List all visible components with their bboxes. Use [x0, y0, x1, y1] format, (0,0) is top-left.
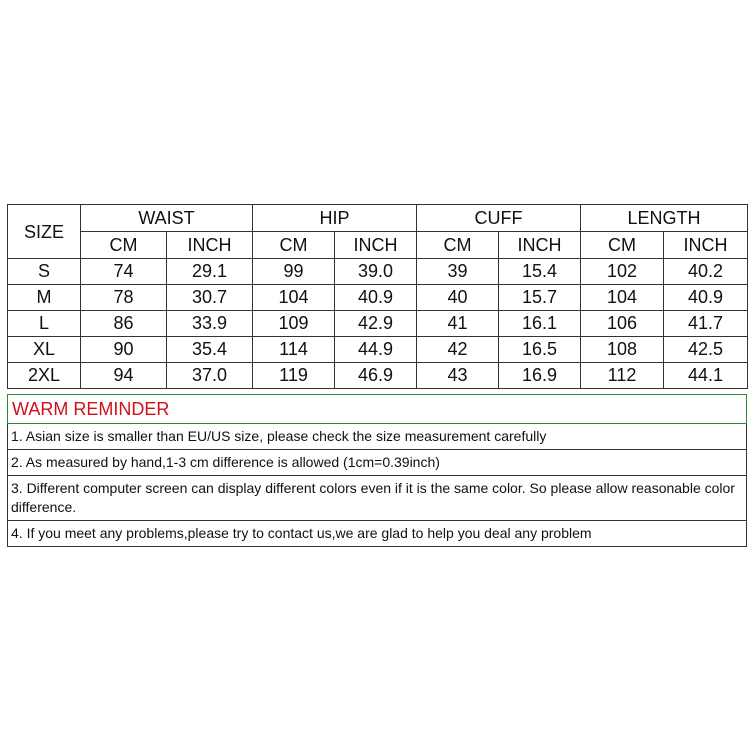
- table-cell: 40.9: [664, 285, 748, 311]
- table-cell: 35.4: [167, 337, 253, 363]
- table-cell: 16.1: [499, 311, 581, 337]
- table-cell: 104: [581, 285, 664, 311]
- table-cell: 15.7: [499, 285, 581, 311]
- size-cell: L: [8, 311, 81, 337]
- table-cell: 109: [253, 311, 335, 337]
- table-cell: 74: [81, 259, 167, 285]
- table-cell: 114: [253, 337, 335, 363]
- table-cell: 90: [81, 337, 167, 363]
- reminder-note: 3. Different computer screen can display different colors even if it is the same color. So please allow reasonable color difference.: [8, 476, 747, 521]
- table-cell: 119: [253, 363, 335, 389]
- unit-header: INCH: [499, 232, 581, 259]
- table-cell: 29.1: [167, 259, 253, 285]
- unit-header: CM: [81, 232, 167, 259]
- table-cell: 30.7: [167, 285, 253, 311]
- table-row: [8, 363, 748, 389]
- table-cell: 40.2: [664, 259, 748, 285]
- unit-header: INCH: [664, 232, 748, 259]
- reminder-note: 4. If you meet any problems,please try to contact us,we are glad to help you deal any problem: [8, 521, 747, 547]
- unit-header: CM: [581, 232, 664, 259]
- table-row: [8, 259, 748, 285]
- group-header-cuff: CUFF: [417, 205, 581, 232]
- reminder-box: [7, 394, 747, 547]
- table-cell: 39: [417, 259, 499, 285]
- table-row: [8, 311, 748, 337]
- group-header-length: LENGTH: [581, 205, 748, 232]
- table-cell: 41: [417, 311, 499, 337]
- table-cell: 104: [253, 285, 335, 311]
- table-cell: 112: [581, 363, 664, 389]
- table-cell: 46.9: [335, 363, 417, 389]
- size-cell: M: [8, 285, 81, 311]
- size-cell: S: [8, 259, 81, 285]
- table-cell: 94: [81, 363, 167, 389]
- unit-header: INCH: [335, 232, 417, 259]
- table-cell: 99: [253, 259, 335, 285]
- table-cell: 42: [417, 337, 499, 363]
- table-cell: 42.5: [664, 337, 748, 363]
- table-cell: 16.9: [499, 363, 581, 389]
- table-cell: 15.4: [499, 259, 581, 285]
- group-header-hip: HIP: [253, 205, 417, 232]
- size-cell: 2XL: [8, 363, 81, 389]
- unit-header-row: [8, 232, 748, 259]
- table-cell: 33.9: [167, 311, 253, 337]
- table-cell: 16.5: [499, 337, 581, 363]
- reminder-note: 2. As measured by hand,1-3 cm difference is allowed (1cm=0.39inch): [8, 450, 747, 476]
- table-cell: 106: [581, 311, 664, 337]
- table-row: [8, 337, 748, 363]
- table-cell: 44.1: [664, 363, 748, 389]
- unit-header: CM: [253, 232, 335, 259]
- size-cell: XL: [8, 337, 81, 363]
- reminder-note: 1. Asian size is smaller than EU/US size, please check the size measurement carefully: [8, 424, 747, 450]
- table-cell: 44.9: [335, 337, 417, 363]
- table-cell: 78: [81, 285, 167, 311]
- table-cell: 86: [81, 311, 167, 337]
- table-cell: 108: [581, 337, 664, 363]
- unit-header: CM: [417, 232, 499, 259]
- table-row: [8, 285, 748, 311]
- size-table: [7, 204, 748, 389]
- warm-reminder-title: WARM REMINDER: [8, 395, 747, 424]
- table-cell: 102: [581, 259, 664, 285]
- table-cell: 42.9: [335, 311, 417, 337]
- table-cell: 40.9: [335, 285, 417, 311]
- size-header: SIZE: [8, 205, 81, 259]
- group-header-row: [8, 205, 748, 232]
- table-cell: 40: [417, 285, 499, 311]
- table-cell: 37.0: [167, 363, 253, 389]
- table-cell: 43: [417, 363, 499, 389]
- table-cell: 39.0: [335, 259, 417, 285]
- unit-header: INCH: [167, 232, 253, 259]
- table-cell: 41.7: [664, 311, 748, 337]
- group-header-waist: WAIST: [81, 205, 253, 232]
